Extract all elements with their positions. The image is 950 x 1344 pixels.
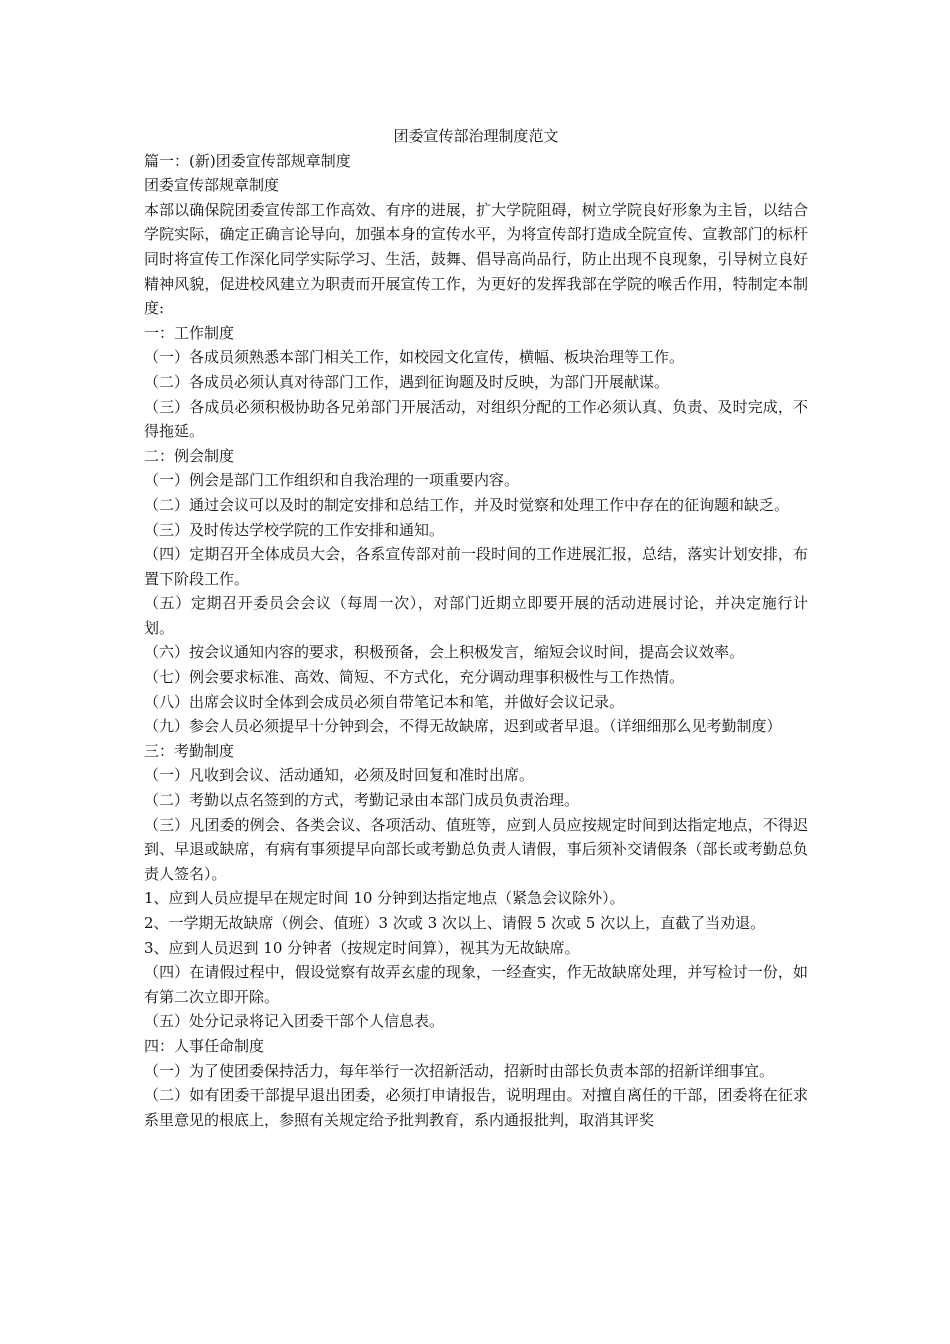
paragraph: （二）各成员必须认真对待部门工作，遇到征询题及时反映，为部门开展献谋。: [144, 372, 670, 391]
section-heading: 二：例会制度: [144, 446, 235, 465]
section-heading: 三：考勤制度: [144, 741, 235, 760]
paragraph: （二）考勤以点名签到的方式，考勤记录由本部门成员负责治理。: [144, 791, 580, 810]
section-heading: 一：工作制度: [144, 323, 235, 342]
paragraph: （一）凡收到会议、活动通知，必须及时回复和准时出席。: [144, 766, 535, 785]
paragraph: （二）通过会议可以及时的制定安排和总结工作，并及时觉察和处理工作中存在的征询题和缺乏。: [144, 495, 790, 514]
document-body: [144, 149, 808, 1133]
paragraph: 3、应到人员迟到 10 分钟者（按规定时间算），视其为无故缺席。: [144, 938, 580, 957]
paragraph: （九）参会人员必须提早十分钟到会，不得无故缺席，迟到或者早退。（详细细那么见考勤制度）: [144, 717, 782, 736]
paragraph: （一）例会是部门工作组织和自我治理的一项重要内容。: [144, 471, 520, 490]
paragraph: （五）定期召开委员会会议（每周一次），对部门近期立即要开展的活动进展讨论，并决定施行计划。: [144, 594, 808, 637]
paragraph: 1、应到人员应提早在规定时间 10 分钟到达指定地点（紧急会议除外）。: [144, 889, 625, 908]
paragraph: 2、一学期无故缺席（例会、值班）3 次或 3 次以上、请假 5 次或 5 次以上，直截了当劝退。: [144, 914, 766, 932]
paragraph: （五）处分记录将记入团委干部个人信息表。: [144, 1012, 445, 1031]
paragraph: 篇一：(新)团委宣传部规章制度: [144, 151, 351, 170]
document-title: 团委宣传部治理制度范文: [393, 127, 559, 145]
document-page: [144, 124, 808, 1132]
section-heading: 四：人事任命制度: [144, 1036, 265, 1055]
paragraph: （四）定期召开全体成员大会，各系宣传部对前一段时间的工作进展汇报，总结，落实计划安排，布置下阶段工作。: [144, 545, 808, 588]
paragraph: （三）及时传达学校学院的工作安排和通知。: [144, 520, 445, 539]
paragraph: （二）如有团委干部提早退出团委，必须打申请报告，说明理由。对擅自离任的干部，团委将在征求系里意见的根底上，参照有关规定给予批判教育，系内通报批判，取消其评奖: [144, 1086, 808, 1129]
paragraph: （六）按会议通知内容的要求，积极预备，会上积极发言，缩短会议时间，提高会议效率。: [144, 643, 745, 662]
paragraph: （三）各成员必须积极协助各兄弟部门开展活动，对组织分配的工作必须认真、负责、及时完成，不得拖延。: [144, 397, 808, 441]
paragraph: 本部以确保院团委宣传部工作高效、有序的进展，扩大学院阻碍，树立学院良好形象为主旨，以结合学院实际，确定正确言论导向，加强本身的宣传水平，为将宣传部打造成全院宣传、宣教部门的标杆同时将宣传工作深化同学实际学习、生活，鼓舞、倡导高尚品行，防止出现不良现象，引导树立良好精神风貌，促进校风建立为职责而开展宣传工作，为更好的发挥我部在学院的喉舌作用，特制定本制度:: [144, 200, 808, 318]
paragraph: （四）在请假过程中，假设觉察有故弄玄虚的现象，一经查实，作无故缺席处理，并写检讨一份，如有第二次立即开除。: [144, 963, 808, 1006]
paragraph: （八）出席会议时全体到会成员必须自带笔记本和笔，并做好会议记录。: [144, 692, 625, 711]
paragraph: 团委宣传部规章制度: [144, 176, 280, 195]
paragraph: （三）凡团委的例会、各类会议、各项活动、值班等，应到人员应按规定时间到达指定地点，不得迟到、早退或缺席，有病有事须提早向部长或考勤总负责人请假，事后须补交请假条（部长或考勤总负责人签名）。: [144, 815, 808, 883]
paragraph: （一）为了使团委保持活力，每年举行一次招新活动，招新时由部长负责本部的招新详细事宜。: [144, 1061, 775, 1080]
paragraph: （七）例会要求标准、高效、简短、不方式化，充分调动理事积极性与工作热情。: [144, 668, 685, 687]
paragraph: （一）各成员须熟悉本部门相关工作，如校园文化宣传，横幅、板块治理等工作。: [144, 348, 685, 367]
